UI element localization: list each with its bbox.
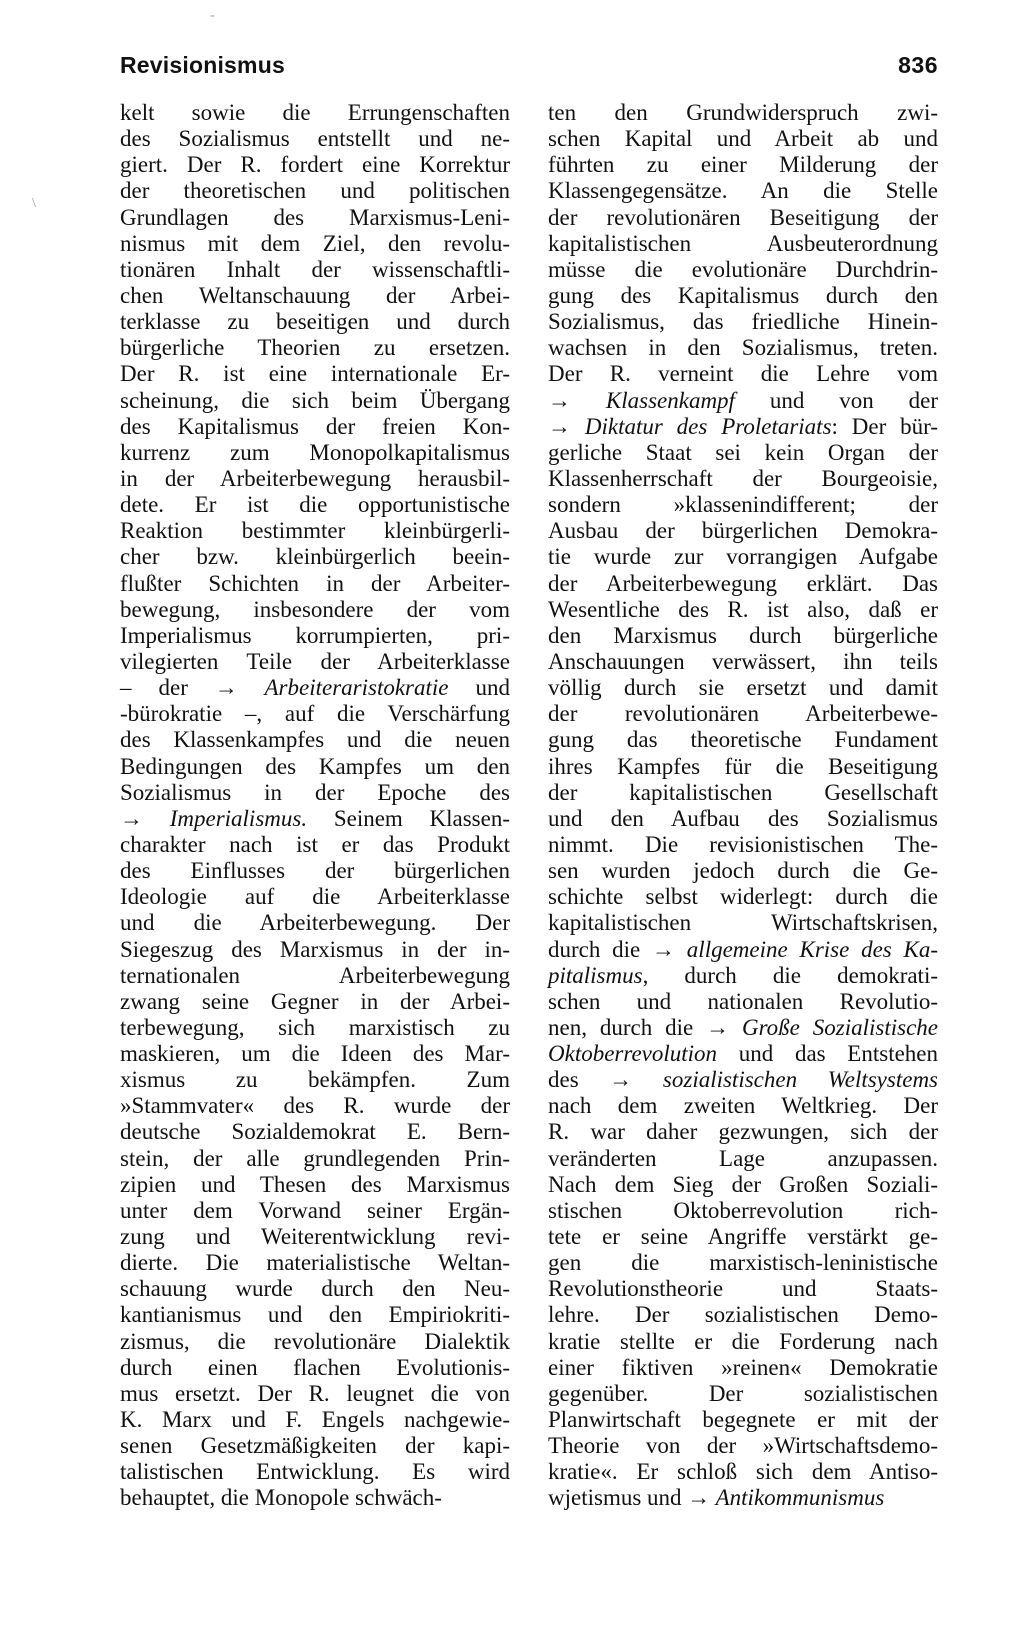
text-fragment: und das Entstehen bbox=[738, 1041, 939, 1067]
text-line bbox=[120, 518, 510, 544]
text-fragment: Grundlagen des Marxismus-Leni- bbox=[120, 204, 510, 230]
cross-reference: → Imperialismus. bbox=[120, 805, 308, 831]
text-fragment: Siegeszug des Marxismus in der in- bbox=[120, 936, 510, 962]
text-fragment: maskieren, um die Ideen des Mar- bbox=[120, 1041, 510, 1067]
text-fragment: behauptet, die Monopole schwäch- bbox=[120, 1485, 442, 1511]
text-line bbox=[548, 1329, 938, 1355]
text-fragment: xismus zu bekämpfen. Zum bbox=[120, 1067, 510, 1093]
text-line bbox=[120, 675, 510, 701]
text-line bbox=[548, 780, 938, 806]
text-line bbox=[548, 257, 938, 283]
text-fragment: ternationalen Arbeiterbewegung bbox=[120, 962, 510, 988]
text-line bbox=[120, 1119, 510, 1145]
text-fragment: Klassengegensätze. An die Stelle bbox=[548, 178, 938, 204]
text-fragment: des bbox=[548, 1067, 579, 1093]
text-fragment: Sozialismus, das friedliche Hinein- bbox=[548, 309, 938, 335]
text-fragment: der revolutionären Beseitigung der bbox=[548, 204, 938, 230]
text-fragment: des Einflusses der bürgerlichen bbox=[120, 858, 510, 884]
text-fragment: chen Weltanschauung der Arbei- bbox=[120, 282, 510, 308]
cross-reference: → sozialistischen Weltsystems bbox=[609, 1067, 939, 1093]
text-fragment: nach dem zweiten Weltkrieg. Der bbox=[548, 1093, 938, 1119]
text-line bbox=[120, 205, 510, 231]
text-line bbox=[120, 1250, 510, 1276]
text-fragment: des Sozialismus entstellt und ne- bbox=[120, 126, 510, 152]
text-line bbox=[120, 1459, 510, 1485]
text-line bbox=[120, 1355, 510, 1381]
cross-reference: → Diktatur des Proletariats bbox=[548, 413, 832, 439]
text-fragment: des Kapitalismus der freien Kon- bbox=[120, 413, 510, 439]
text-fragment: »Stammvater« des R. wurde der bbox=[120, 1093, 510, 1119]
text-fragment: den Marxismus durch bürgerliche bbox=[548, 622, 938, 648]
text-line bbox=[548, 1146, 938, 1172]
text-line bbox=[548, 1485, 938, 1511]
text-line bbox=[120, 1172, 510, 1198]
text-fragment: und bbox=[475, 675, 510, 701]
right-column bbox=[548, 100, 938, 1512]
text-line bbox=[548, 1172, 938, 1198]
text-fragment: Sozialismus in der Epoche des bbox=[120, 779, 510, 805]
text-fragment: vilegierten Teile der Arbeiterklasse bbox=[120, 648, 510, 674]
text-fragment: kratie stellte er die Forderung nach bbox=[548, 1328, 938, 1354]
cross-reference: → Große Sozialistische bbox=[706, 1014, 938, 1040]
stray-mark: - bbox=[210, 8, 215, 23]
text-fragment: scheinung, die sich beim Übergang bbox=[120, 387, 510, 413]
text-fragment: bewegung, insbesondere der vom bbox=[120, 596, 510, 622]
text-line bbox=[548, 571, 938, 597]
text-fragment: tete er seine Angriffe verstärkt ge- bbox=[548, 1224, 938, 1250]
text-line bbox=[548, 989, 938, 1015]
text-line bbox=[548, 1355, 938, 1381]
text-fragment: dete. Er ist die opportunistische bbox=[120, 492, 510, 518]
text-line bbox=[548, 1381, 938, 1407]
text-fragment: Theorie von der »Wirtschaftsdemo- bbox=[548, 1433, 938, 1459]
text-line bbox=[120, 780, 510, 806]
cross-reference: → Antikommunismus bbox=[687, 1485, 885, 1511]
text-line bbox=[120, 701, 510, 727]
text-line bbox=[548, 518, 938, 544]
text-line bbox=[120, 571, 510, 597]
text-fragment: -bürokratie –, auf die Verschärfung bbox=[120, 701, 510, 727]
text-fragment: nen, durch die bbox=[548, 1014, 694, 1040]
text-fragment: Reaktion bestimmter kleinbürgerli- bbox=[120, 518, 510, 544]
text-line bbox=[548, 1224, 938, 1250]
text-line bbox=[548, 388, 938, 414]
text-line bbox=[548, 1093, 938, 1119]
text-fragment: nismus mit dem Ziel, den revolu- bbox=[120, 230, 510, 256]
text-fragment: nimmt. Die revisionistischen The- bbox=[548, 831, 938, 857]
text-line bbox=[548, 963, 938, 989]
text-fragment: gerliche Staat sei kein Organ der bbox=[548, 439, 938, 465]
page-number: 836 bbox=[898, 52, 938, 78]
text-line bbox=[120, 1407, 510, 1433]
text-line bbox=[120, 1276, 510, 1302]
cross-reference: → Arbeiteraristokratie bbox=[214, 675, 449, 701]
text-line bbox=[120, 466, 510, 492]
text-line bbox=[120, 283, 510, 309]
text-line bbox=[548, 727, 938, 753]
text-fragment: führten zu einer Milderung der bbox=[548, 152, 938, 178]
text-fragment: deutsche Sozialdemokrat E. Bern- bbox=[120, 1119, 510, 1145]
text-fragment: bürgerliche Theorien zu ersetzen. bbox=[120, 335, 510, 361]
text-line bbox=[120, 1015, 510, 1041]
text-fragment: zung und Weiterentwicklung revi- bbox=[120, 1224, 510, 1250]
text-fragment: der Arbeiterbewegung erklärt. Das bbox=[548, 570, 938, 596]
text-fragment: Klassenherrschaft der Bourgeoisie, bbox=[548, 465, 938, 491]
text-fragment: Der R. ist eine internationale Er- bbox=[120, 361, 510, 387]
text-fragment: stischen Oktoberrevolution rich- bbox=[548, 1197, 938, 1223]
text-line bbox=[120, 884, 510, 910]
text-fragment: unter dem Vorwand seiner Ergän- bbox=[120, 1197, 510, 1223]
text-line bbox=[548, 100, 938, 126]
text-fragment: stein, der alle grundlegenden Prin- bbox=[120, 1145, 510, 1171]
text-line bbox=[548, 1250, 938, 1276]
text-fragment: wachsen in den Sozialismus, treten. bbox=[548, 335, 938, 361]
text-fragment: der kapitalistischen Gesellschaft bbox=[548, 779, 938, 805]
text-fragment: des Klassenkampfes und die neuen bbox=[120, 727, 510, 753]
text-line bbox=[120, 1198, 510, 1224]
text-fragment: K. Marx und F. Engels nachgewie- bbox=[120, 1407, 510, 1433]
text-fragment: Bedingungen des Kampfes um den bbox=[120, 753, 510, 779]
text-line bbox=[120, 1302, 510, 1328]
text-line bbox=[548, 1276, 938, 1302]
text-line bbox=[120, 623, 510, 649]
text-line bbox=[120, 832, 510, 858]
text-fragment: völlig durch sie ersetzt und damit bbox=[548, 675, 938, 701]
cross-reference: pitalismus bbox=[548, 962, 643, 988]
text-line bbox=[548, 283, 938, 309]
text-fragment: ihres Kampfes für die Beseitigung bbox=[548, 753, 938, 779]
text-line bbox=[120, 309, 510, 335]
text-fragment: mus ersetzt. Der R. leugnet die von bbox=[120, 1380, 510, 1406]
text-fragment: terbewegung, sich marxistisch zu bbox=[120, 1014, 510, 1040]
text-line bbox=[548, 623, 938, 649]
text-fragment: und die Arbeiterbewegung. Der bbox=[120, 910, 510, 936]
text-fragment: zismus, die revolutionäre Dialektik bbox=[120, 1328, 510, 1354]
text-line bbox=[120, 100, 510, 126]
text-line bbox=[548, 701, 938, 727]
page-header bbox=[120, 46, 938, 86]
text-fragment: cher bzw. kleinbürgerlich beein- bbox=[120, 544, 510, 570]
text-fragment: der revolutionären Arbeiterbewe- bbox=[548, 701, 938, 727]
text-fragment: giert. Der R. fordert eine Korrektur bbox=[120, 152, 510, 178]
text-fragment: Wesentliche des R. ist also, daß er bbox=[548, 596, 938, 622]
text-line bbox=[120, 989, 510, 1015]
text-fragment: schauung wurde durch den Neu- bbox=[120, 1276, 510, 1302]
text-fragment: : Der bür- bbox=[831, 413, 938, 439]
text-line bbox=[548, 178, 938, 204]
text-fragment: terklasse zu beseitigen und durch bbox=[120, 309, 510, 335]
text-line bbox=[120, 649, 510, 675]
text-fragment: durch einen flachen Evolutionis- bbox=[120, 1354, 510, 1380]
text-line bbox=[548, 1198, 938, 1224]
text-line bbox=[120, 231, 510, 257]
stray-mark: \ bbox=[32, 196, 36, 211]
text-fragment: R. war daher gezwungen, sich der bbox=[548, 1119, 938, 1145]
text-fragment: in der Arbeiterbewegung herausbil- bbox=[120, 465, 510, 491]
text-fragment: Imperialismus korrumpierten, pri- bbox=[120, 622, 510, 648]
text-fragment: gen die marxistisch-leninistische bbox=[548, 1250, 938, 1276]
text-fragment: veränderten Lage anzupassen. bbox=[548, 1145, 938, 1171]
text-fragment: tionären Inhalt der wissenschaftli- bbox=[120, 256, 510, 282]
text-line bbox=[120, 1381, 510, 1407]
text-line bbox=[120, 1433, 510, 1459]
text-line bbox=[548, 361, 938, 387]
text-line bbox=[120, 1485, 510, 1511]
text-line bbox=[548, 152, 938, 178]
text-fragment: flußter Schichten in der Arbeiter- bbox=[120, 570, 510, 596]
text-line bbox=[120, 414, 510, 440]
text-fragment: sondern »klassenindifferent; der bbox=[548, 492, 938, 518]
text-fragment: , durch die demokrati- bbox=[642, 962, 938, 988]
text-fragment: lehre. Der sozialistischen Demo- bbox=[548, 1302, 938, 1328]
text-fragment: kurrenz zum Monopolkapitalismus bbox=[120, 439, 510, 465]
text-line bbox=[120, 597, 510, 623]
text-line bbox=[120, 806, 510, 832]
text-line bbox=[120, 727, 510, 753]
text-line bbox=[120, 1224, 510, 1250]
text-fragment: charakter nach ist er das Produkt bbox=[120, 831, 510, 857]
text-fragment: sen wurden jedoch durch die Ge- bbox=[548, 858, 938, 884]
text-fragment: durch die bbox=[548, 936, 641, 962]
text-line bbox=[548, 1067, 938, 1093]
text-line bbox=[548, 309, 938, 335]
text-line bbox=[548, 937, 938, 963]
text-line bbox=[120, 1041, 510, 1067]
text-fragment: – der bbox=[120, 675, 188, 701]
text-fragment: zipien und Thesen des Marxismus bbox=[120, 1171, 510, 1197]
text-fragment: kelt sowie die Errungenschaften bbox=[120, 100, 510, 125]
text-line bbox=[120, 1146, 510, 1172]
text-fragment: ten den Grundwiderspruch zwi- bbox=[548, 100, 938, 125]
text-line bbox=[548, 597, 938, 623]
text-line bbox=[120, 963, 510, 989]
text-fragment: wjetismus und bbox=[548, 1485, 682, 1511]
text-line bbox=[548, 1459, 938, 1485]
text-line bbox=[120, 858, 510, 884]
text-line bbox=[120, 388, 510, 414]
text-fragment: schen Kapital und Arbeit ab und bbox=[548, 126, 938, 152]
text-line bbox=[548, 231, 938, 257]
text-line bbox=[548, 1015, 938, 1041]
text-fragment: Anschauungen verwässert, ihn teils bbox=[548, 648, 938, 674]
text-line bbox=[120, 1329, 510, 1355]
text-line bbox=[548, 440, 938, 466]
text-fragment: gung des Kapitalismus durch den bbox=[548, 282, 938, 308]
text-line bbox=[548, 754, 938, 780]
cross-reference: Oktoberrevolution bbox=[548, 1041, 718, 1067]
text-line bbox=[120, 1093, 510, 1119]
text-fragment: dierte. Die materialistische Weltan- bbox=[120, 1250, 510, 1276]
cross-reference: → Klassenkampf bbox=[548, 387, 735, 413]
text-line bbox=[120, 1067, 510, 1093]
text-fragment: talistischen Entwicklung. Es wird bbox=[120, 1459, 510, 1485]
text-fragment: kapitalistischen Wirtschaftskrisen, bbox=[548, 910, 938, 936]
text-fragment: kapitalistischen Ausbeuterordnung bbox=[548, 230, 938, 256]
text-line bbox=[120, 126, 510, 152]
running-head: Revisionismus bbox=[120, 52, 285, 78]
text-line bbox=[548, 492, 938, 518]
text-fragment: kantianismus und den Empiriokriti- bbox=[120, 1302, 510, 1328]
text-line bbox=[548, 858, 938, 884]
text-line bbox=[120, 361, 510, 387]
text-line bbox=[548, 414, 938, 440]
text-fragment: kratie«. Er schloß sich dem Antiso- bbox=[548, 1459, 938, 1485]
text-line bbox=[120, 910, 510, 936]
text-fragment: senen Gesetzmäßigkeiten der kapi- bbox=[120, 1433, 510, 1459]
text-fragment: Ideologie auf die Arbeiterklasse bbox=[120, 884, 510, 910]
text-fragment: Nach dem Sieg der Großen Soziali- bbox=[548, 1171, 938, 1197]
text-fragment: der theoretischen und politischen bbox=[120, 178, 510, 204]
text-line bbox=[548, 126, 938, 152]
text-line bbox=[548, 335, 938, 361]
text-line bbox=[548, 1041, 938, 1067]
cross-reference: → allgemeine Krise des Ka- bbox=[652, 936, 939, 962]
left-column bbox=[120, 100, 510, 1512]
text-line bbox=[548, 544, 938, 570]
text-line bbox=[548, 884, 938, 910]
text-fragment: und von der bbox=[769, 387, 938, 413]
text-line bbox=[548, 1407, 938, 1433]
text-line bbox=[548, 649, 938, 675]
text-line bbox=[120, 492, 510, 518]
text-line bbox=[120, 152, 510, 178]
text-line bbox=[120, 178, 510, 204]
text-line bbox=[120, 257, 510, 283]
text-line bbox=[548, 675, 938, 701]
text-fragment: schen und nationalen Revolutio- bbox=[548, 988, 938, 1014]
text-line bbox=[548, 806, 938, 832]
text-line bbox=[120, 937, 510, 963]
text-fragment: tie wurde zur vorrangigen Aufgabe bbox=[548, 544, 938, 570]
text-fragment: Seinem Klassen- bbox=[333, 805, 510, 831]
text-fragment: einer fiktiven »reinen« Demokratie bbox=[548, 1354, 938, 1380]
text-fragment: gung das theoretische Fundament bbox=[548, 727, 938, 753]
text-fragment: Ausbau der bürgerlichen Demokra- bbox=[548, 518, 938, 544]
text-fragment: und den Aufbau des Sozialismus bbox=[548, 805, 938, 831]
text-line bbox=[120, 335, 510, 361]
text-line bbox=[548, 832, 938, 858]
text-fragment: Revolutionstheorie und Staats- bbox=[548, 1276, 938, 1302]
text-fragment: müsse die evolutionäre Durchdrin- bbox=[548, 256, 938, 282]
text-fragment: zwang seine Gegner in der Arbei- bbox=[120, 988, 510, 1014]
text-line bbox=[548, 910, 938, 936]
text-line bbox=[548, 1302, 938, 1328]
text-fragment: schichte selbst widerlegt: durch die bbox=[548, 884, 938, 910]
text-fragment: Der R. verneint die Lehre vom bbox=[548, 361, 938, 387]
text-line bbox=[120, 544, 510, 570]
text-line bbox=[120, 754, 510, 780]
text-fragment: Planwirtschaft begegnete er mit der bbox=[548, 1407, 938, 1433]
text-line bbox=[548, 1433, 938, 1459]
text-line bbox=[548, 1119, 938, 1145]
text-line bbox=[548, 466, 938, 492]
text-line bbox=[120, 440, 510, 466]
text-line bbox=[548, 205, 938, 231]
text-fragment: gegenüber. Der sozialistischen bbox=[548, 1380, 938, 1406]
